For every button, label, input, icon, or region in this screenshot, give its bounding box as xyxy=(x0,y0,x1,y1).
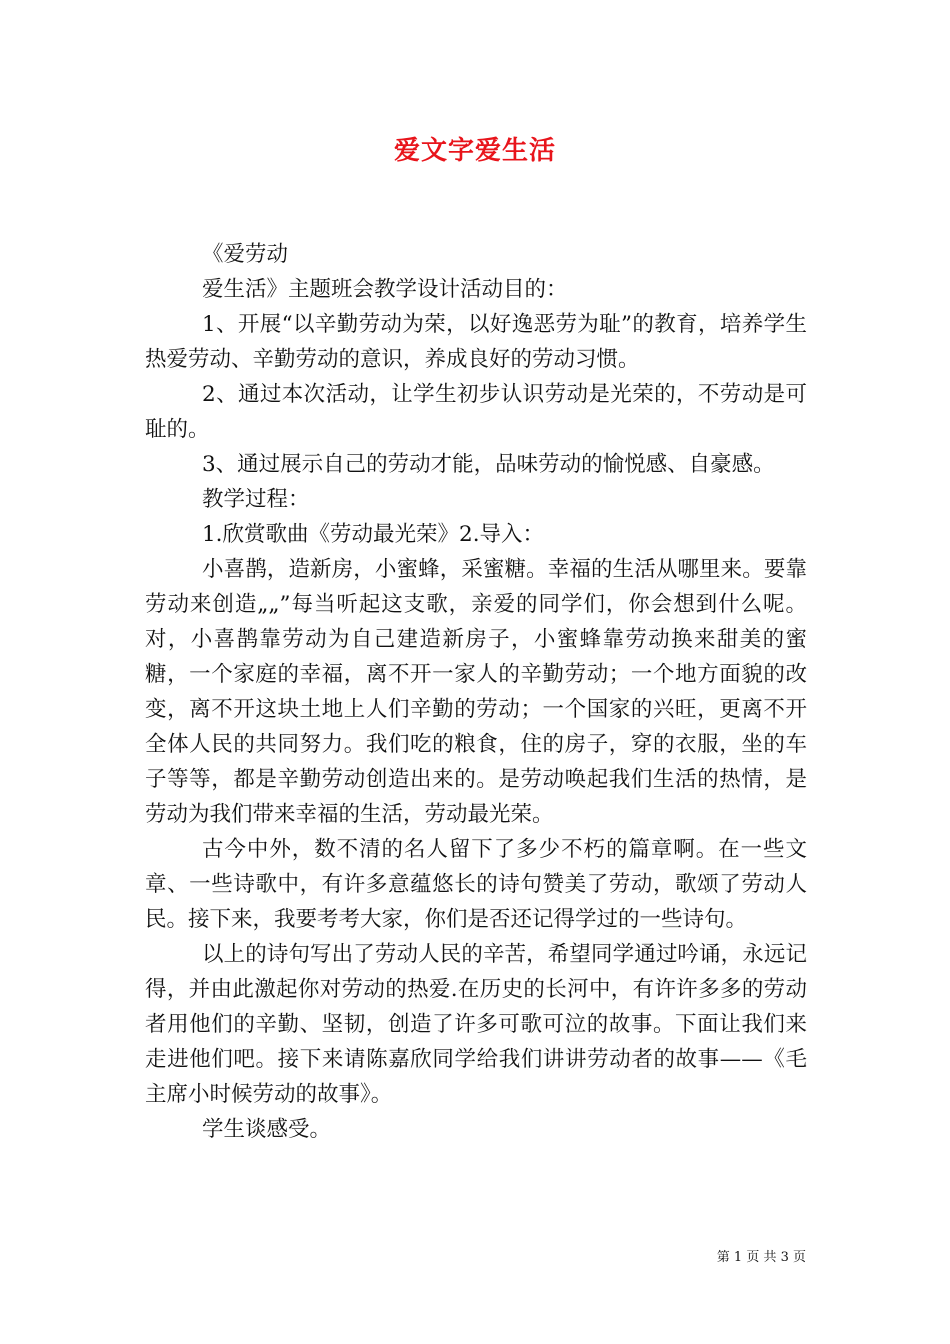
paragraph-7: 1.欣赏歌曲《劳动最光荣》2.导入： xyxy=(202,522,545,547)
paragraph-8: 小喜鹊，造新房，小蜜蜂，采蜜糖。幸福的生活从哪里来。要靠劳动来创造„„”每当听起这支歌，亲爱的同学们，你会想到什么呢。对，小喜鹊靠劳动为自己建造新房子，小蜜蜂靠劳动换来甜美的蜜糖，一个家庭的幸福，离不开一家人的辛勤劳动；一个地方面貌的改变，离不开这块土地上人们辛勤的劳动；一个国家的兴旺，更离不开全体人民的共同努力。我们吃的粮食，住的房子，穿的衣服，坐的车子等等，都是辛勤劳动创造出来的。是劳动唤起我们生活的热情，是劳动为我们带来幸福的生活，劳动最光荣。 xyxy=(145,557,807,827)
paragraph-1: 《爱劳动 xyxy=(202,242,289,267)
page-footer: 第 1 页 共 3 页 xyxy=(716,1250,806,1265)
document-title: 爱文字爱生活 xyxy=(393,136,556,166)
paragraph-9: 古今中外，数不清的名人留下了多少不朽的篇章啊。在一些文章、一些诗歌中，有许多意蕴悠长的诗句赞美了劳动，歌颂了劳动人民。接下来，我要考考大家，你们是否还记得学过的一些诗句。 xyxy=(145,837,807,932)
paragraph-11: 学生谈感受。 xyxy=(202,1117,332,1142)
paragraph-3: 1、开展“以辛勤劳动为荣，以好逸恶劳为耻”的教育，培养学生热爱劳动、辛勤劳动的意识，养成良好的劳动习惯。 xyxy=(145,312,807,372)
document-body xyxy=(145,237,807,1147)
paragraph-5: 3、通过展示自己的劳动才能，品味劳动的愉悦感、自豪感。 xyxy=(202,452,775,477)
paragraph-10: 以上的诗句写出了劳动人民的辛苦，希望同学通过吟诵，永远记得，并由此激起你对劳动的热爱.在历史的长河中，有许许多多的劳动者用他们的辛勤、坚韧，创造了许多可歌可泣的故事。下面让我们来走进他们吧。接下来请陈嘉欣同学给我们讲讲劳动者的故事——《毛主席小时候劳动的故事》。 xyxy=(145,942,807,1107)
paragraph-6: 教学过程： xyxy=(202,487,310,512)
paragraph-2: 爱生活》主题班会教学设计活动目的： xyxy=(202,277,568,302)
paragraph-4: 2、通过本次活动，让学生初步认识劳动是光荣的，不劳动是可耻的。 xyxy=(145,382,807,442)
